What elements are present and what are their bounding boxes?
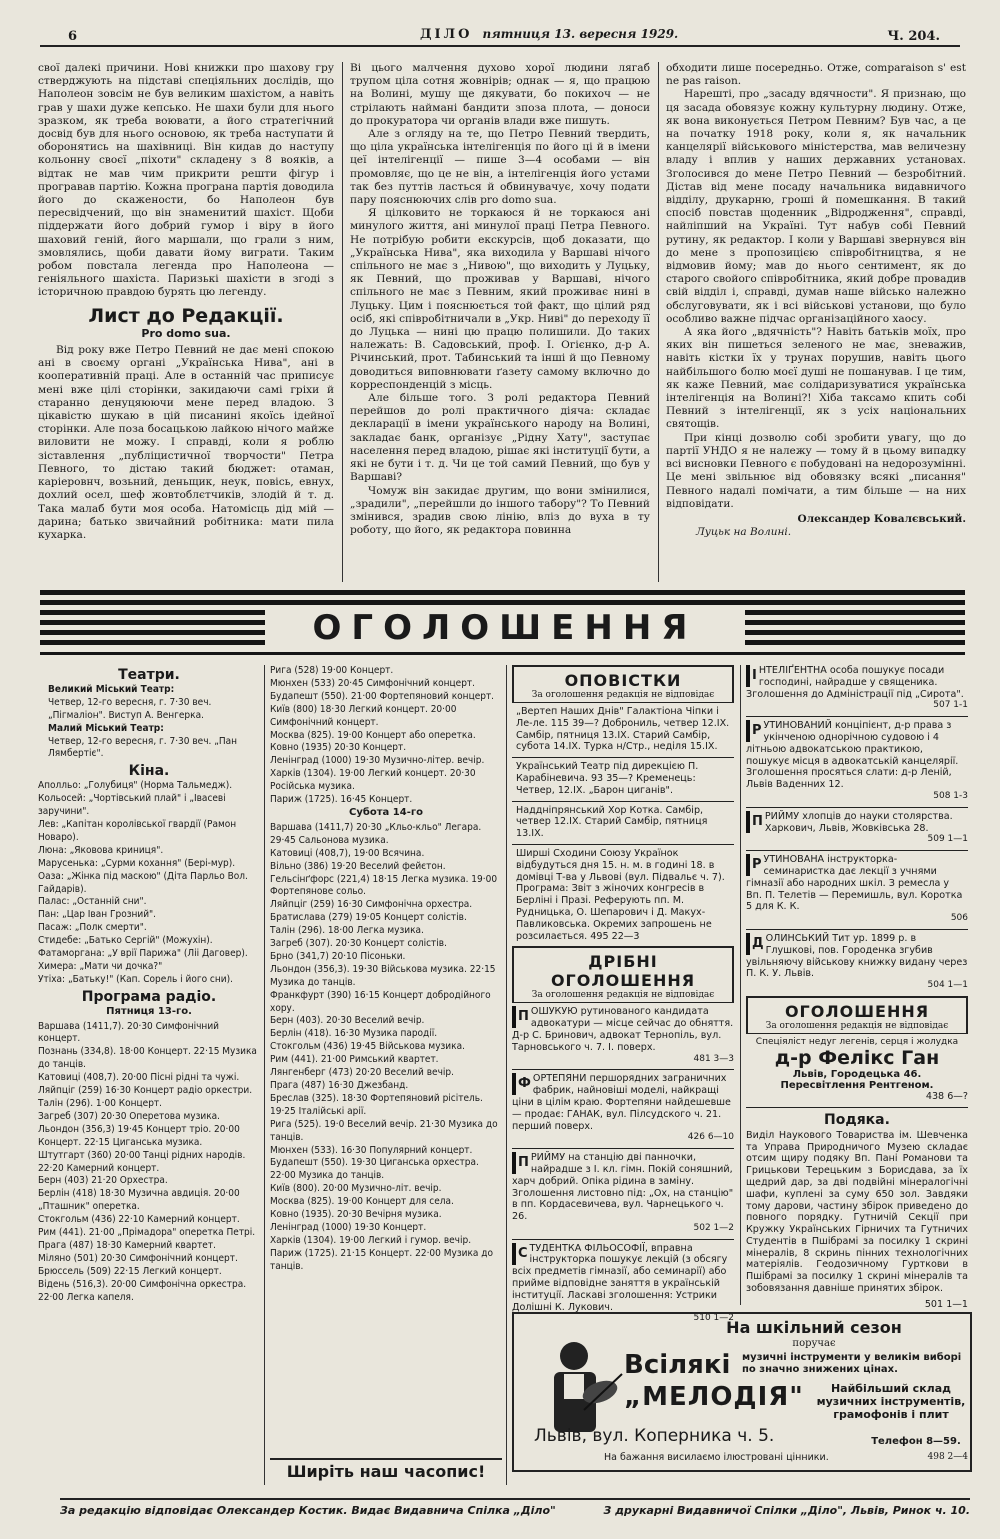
cinema-item: Кольосей: „Чортівський плай" і „Івасеві заручини". [38, 793, 226, 818]
cinema-item: Фатаморгана: „У врії Парижа" (Ліі Даговер). [38, 948, 248, 960]
drop-cap: С [512, 1243, 528, 1265]
ad-code: 426 6—10 [687, 1132, 734, 1143]
separator [512, 801, 734, 802]
melody-ad [512, 1312, 972, 1472]
ads-column-2 [270, 665, 502, 1455]
issue-date: пятниця 13. вересня 1929. [482, 27, 679, 41]
drop-cap: П [746, 811, 763, 833]
radio-item: Мюнхен (533) 20·45 Симфонічний концерт. [270, 677, 475, 689]
column-divider [658, 62, 659, 582]
radio-item: Ленінград (1000) 19·30 Концерт. [270, 1221, 427, 1233]
radio-item: Прага (487) 18·30 Камерний квартет. [38, 1239, 216, 1251]
separator [746, 1107, 968, 1108]
radio-item: Київ (800). 20·00 Музично-літ. вечір. [270, 1183, 442, 1195]
melody-phone: Телефон 8—59. [871, 1436, 961, 1447]
letter-paragraph: Ві цього малчення духово хорої людини лягаб трупом ціла сотня жовнірів; однак — я, що працюю на Волині, мушу ще дякувати, бо покихоч — не стрілають наймані бандити зпоза плота, — доноси до прокуратора чи органів влади вже пишуть. [350, 62, 650, 127]
melody-items: музичні інструменти у великім виборі по значно знижених цінах. [742, 1352, 962, 1375]
radio-item: Штутгарт (360) 20·00 Танці рідних народів. 22·20 Камерний концерт. [38, 1149, 246, 1174]
cinema-item: Пан: „Цар Іван Грозний". [38, 909, 157, 921]
letter-paragraph: Я цілковито не торкаюся й не торкаюся ані минулого життя, ані минулої праці Петра Певного. Не потрібую робити екскурсів, щоб доказати, що „Українська Нива", яка виходила у Варшаві нічого спільного не має з „Нивою", що виходить у Луцьку, як Певний, що проживав у Варшаві, нічого спільного не має з Певним, який проживає нині в Луцьку. Цим і пояснюється той факт, що цілий ряд осіб, які співробітничали в „Укр. Ниві" до переходу її до Луцька — нині цю працю полишили. До таких належать: В. Садовський, проф. І. Огієнко, д-р А. Річинський, прот. Табинський та інші й що Певному доводиться виповнювати ґазету самому включно до корреспонденцій з місць. [350, 207, 650, 391]
radio-item: Франкфурт (390) 16·15 Концерт добродійного хору. [270, 989, 491, 1014]
radio-item: Москва (825). 19·00 Концерт або оперетка. [270, 729, 476, 741]
radio-item: Париж (1725). 21·15 Концерт. 22·00 Музика до танців. [270, 1247, 493, 1272]
ad-code: 498 2—4 [927, 1452, 968, 1462]
radio-item: Берлін (418) 18·30 Музична авдиція. 20·00 „Пташник" оперетка. [38, 1188, 240, 1213]
cinema-item: Люна: „Яковова криниця". [38, 844, 164, 856]
letter-place: Луцьк на Волині. [696, 526, 792, 539]
small-ad-text: ОЛИНСЬКИЙ Тит ур. 1899 р. в Глушкові, пов. Городенка згубив увільняючу військову книжку видану через П. К. У. Львів. [746, 932, 968, 980]
radio-item: Берн (403) 21·20 Орхестра. [38, 1175, 168, 1187]
radio-item: Варшава (1411,7) 20·30 „Кльо-кльо" Легара. 29·45 Сальонова музика. [270, 821, 482, 846]
small-ad [512, 1152, 734, 1235]
radio-item: Ковно (1935) 20·30 Концерт. [270, 742, 407, 754]
doctor-name: д-р Фелікс Ган [774, 1046, 940, 1069]
small-ad-text: ТУДЕНТКА ФІЛЬОСОФІЇ, вправна інструкторка пошукує лекцій (з обсягу всіх предметів гімназії, або семинарії) або прийме відповідне заняття в українській інституції. Ласкаві зголошення: Устрики Долішні К. Лукович. [512, 1242, 728, 1313]
separator [512, 1239, 734, 1240]
radio-item: Лянгенберг (473) 20·20 Веселий вечір. [270, 1067, 454, 1079]
separator [746, 850, 968, 851]
cinema-item: Оаза: „Жінка під маскою" (Діта Парльо Вол. Гайдарів). [38, 870, 248, 895]
column-divider [740, 665, 741, 1305]
radio-item: Бреслав (325). 18·30 Фортепяновий рісітель. 19·25 Італійські арії. [270, 1092, 483, 1117]
small-ad-text: НТЕЛІҐЕНТНА особа пошукує посади господині, найрадше у священика. Зголошення до Адміністрації під „Сирота". [746, 665, 964, 700]
small-ad-text: УТИНОВАНИЙ конціпієнт, д-р права з укінченою однорічною судовою і 4 літньою адвокатською практикою, пошукує місця в адвокатській канцелярії. Зголошення просяться слати: д-р Леній, Львів Ваденних 12. [746, 720, 959, 791]
page-number: 6 [68, 29, 78, 44]
radio-item: Вільно (386) 19·20 Веселий фейєтон. [270, 860, 446, 872]
footer-printer: З друкарні Видавничої Спілки „Діло", Львів, Ринок ч. 10. [603, 1504, 970, 1517]
small-ad-text: РИЙМУ на станцію дві панночки, найрадше з І. кл. гімн. Покій соняшний, харч добрий. Опіка рідина в заміну. Зголошення листовно під: „Ох, на станцію" в пп. Кордасевичева, вул. Чарнецького ч. 26. [512, 1152, 734, 1223]
banner-stripe [40, 652, 965, 655]
radio-item: Загреб (307). 20·30 Концерт солістів. [270, 938, 447, 950]
radio-item: Москва (825). 19·00 Концерт для села. [270, 1196, 454, 1208]
letter-title: Лист до Редакції. [88, 304, 284, 327]
melody-catalog: На бажання висилаємо ілюстровані цінники. [604, 1452, 829, 1463]
notice-item: „Вертеп Наших Днів" Галактіона Чіпки і Ле-ле. 115 39—? Доброниль, четвер 12.IX. Самбір, пятниця 13.IX. Старий Самбір, субота 14.IX. Турка н/Стр., неділя 15.IX. [516, 706, 730, 753]
issue-number: Ч. 204. [887, 29, 940, 44]
page-footer [60, 1498, 970, 1517]
page-header [40, 25, 960, 47]
radio-item: Ленінград (1000) 19·30 Музично-літер. вечір. [270, 755, 485, 767]
cinema-item: Марусенька: „Сурми кохання" (Бері-мур). [38, 857, 236, 869]
notices-box [512, 665, 734, 703]
drop-cap: П [512, 1006, 529, 1028]
radio-item: Катовиці (408,7), 19·00 Всячина. [270, 847, 425, 859]
radio-item: Рим (441). 21·00 „Прімадора" оперетка Петрі. [38, 1227, 256, 1239]
ad-code: 507 1-1 [933, 700, 968, 711]
radio-item: Талін (296). 1·00 Концерт. [38, 1098, 163, 1109]
radio-day: Пятниця 13-го. [106, 1005, 192, 1017]
melody-code [518, 1452, 968, 1462]
ad-code: 506 [950, 913, 968, 924]
radio-item: Харків (1304). 19·00 Легкий і гумор. вечір. [270, 1234, 472, 1246]
spread-text: Ширіть наш часопис! [286, 1462, 486, 1481]
radio-item: Прага (487) 16·30 Джезбанд. [270, 1080, 409, 1091]
radio-heading: Програма радіо. [81, 988, 217, 1005]
small-ads-box [512, 946, 734, 1003]
cinema-item: Утіха: „Батьку!" (Кап. Сорель і його сни). [38, 973, 233, 985]
ads-box-note: За оголошення редакція не відповідає [748, 1021, 966, 1034]
theatre-name: Малий Міський Театр: [48, 722, 164, 734]
thanks-heading: Подяка. [824, 1111, 890, 1128]
doctor-address: Львів, Городецька 46. [792, 1068, 922, 1080]
spread-slogan [270, 1458, 502, 1481]
paper-name: ДІЛО [420, 27, 473, 42]
cinema-item: Палас: „Останній сни". [38, 896, 147, 908]
drop-cap: І [746, 665, 757, 687]
ad-code: 510 1—2 [693, 1313, 734, 1324]
banner-stripe [40, 600, 965, 605]
drop-cap: Р [746, 854, 762, 876]
radio-item: Будапешт (550). 19·30 Циганська орхестра. 22·00 Музика до танців. [270, 1157, 479, 1182]
melody-shop-name: „МЕЛОДІЯ" [624, 1382, 804, 1412]
notice-item: Наддніпрянський Хор Котка. Самбір, четвер 12.IX. Старий Самбір, пятниця 13.IX. [516, 804, 708, 840]
ad-code: 502 1—2 [693, 1222, 734, 1233]
radio-day: Субота 14-го [349, 806, 423, 818]
separator [512, 1148, 734, 1149]
radio-item: Брюссель (509) 22·15 Легкий концерт. [38, 1265, 222, 1277]
banner-stripe [40, 590, 965, 595]
column-2 [350, 62, 650, 582]
separator [512, 757, 734, 758]
small-ad [746, 665, 968, 712]
notices-heading: ОПОВІСТКИ [564, 671, 682, 690]
column-1 [38, 62, 334, 582]
radio-item: Міляно (501) 20·30 Симфонічний концерт. [38, 1252, 238, 1264]
melody-all: Всілякі [624, 1350, 731, 1380]
notice-item: Ширші Сходини Союзу Українок відбудуться дня 15. н. м. в годині 18. в домівці Т-ва у Львові (вул. Підвальє ч. 7). Програма: Звіт з жіночих конгресів в Берліні і Празі. Реферують пп. М. Рудницька, О. Шепарович і Д. Макух-Павликовська. Окремих запрошень не розсилається. 495 22—3 [516, 847, 725, 942]
small-ad [746, 933, 968, 992]
small-ad [512, 1073, 734, 1144]
radio-item: Гельсінґфорс (221,4) 18·15 Легка музика. 19·00 Фортепянове сольо. [270, 873, 498, 898]
radio-item: Рига (525). 19·0 Веселий вечір. 21·30 Музика до танців. [270, 1118, 498, 1143]
letter-paragraph: А яка його „вдячність"? Навіть батьків моїх, про яких він пишеться зеленого не має, зневажив, навіть кістки їх у трунах порушив, навіть цього найбільшого болю моєї душі не пошанував. І це тим, як каже Певний, має солідаризуватися українська інтелігенція на Волині?! Хіба таксамо кпить собі Певний з інтелігенції, як з усіх національних святощів. [666, 326, 966, 431]
ad-code: 504 1—1 [927, 980, 968, 991]
ads-column-3 [512, 665, 734, 1324]
small-ad-text: ОРТЕПЯНИ першорядних заграничних фабрик, найновіші моделі, найкращі ціни в цілім краю. Фортепяни найдешевше — продає: ГАНАК, вул. Пілсудского ч. 21. перший поверх. [512, 1073, 731, 1132]
radio-item: Познань (334,8). 18·00 Концерт. 22·15 Музика до танців. [38, 1046, 257, 1071]
thanks-code: 501 1—1 [924, 1298, 968, 1310]
radio-item: Рига (528) 19·00 Концерт. [270, 665, 394, 676]
radio-item: Братислава (279) 19·05 Концерт солістів. [270, 912, 467, 924]
small-ads-note: За оголошення редакція не відповідає [514, 990, 732, 1003]
letter-paragraph: Від року вже Петро Певний не дає мені спокою ані в своєму органі „Українська Нива", ані в кооперативній праці. Але в останній час приписує мені вже цілі сторінки, закидаючи самі гріхи й старанно денуцяюючи мене перед владою. З цікавістю шукаю в цій писанині якоїсь ідейної сторінки. Але поза босацькою лайкою нічого майже виловити не можу. І справді, коли я роблю зіставлення „публіцистичної творчости" Петра Певного, то дістаю такий бюджет: отаман, каріеровнч, возьний, деньщик, неук, повісь, евнух, дохлий осел, шеф жовтоблєтчиків, злодій й т. д. Така малаб бути моя особа. Натомісць дід мій — дарина; батько звичайний робітника: мати пила кухарка. [38, 344, 334, 541]
doctor-code: 438 6—? [925, 1090, 968, 1102]
ads-column-1 [38, 665, 260, 1485]
radio-item: Берлін (418). 16·30 Музика пародії. [270, 1028, 438, 1040]
cinema-item: Лев: „Капітан королівської гвардії (Рамон Новаро). [38, 818, 237, 843]
letter-paragraph: обходити лише посередньо. Отже, comparaison s' est ne pas raison. [666, 62, 966, 88]
theatre-info: Четвер, 12-го вересня, г. 7·30 веч. „Пігмаліон". Виступ А. Венгерка. [48, 696, 212, 721]
drop-cap: Р [746, 720, 762, 742]
radio-item: Льондон (356,3). 19·30 Військова музика. 22·15 Музика до танців. [270, 963, 496, 988]
theatres-heading: Театри. [118, 667, 180, 683]
cinema-item: Пасаж: „Полк смерти". [38, 922, 147, 934]
radio-item: Харків (1304). 19·00 Легкий концерт. 20·30 Російська музика. [270, 768, 476, 793]
ad-code: 509 1—1 [927, 834, 968, 845]
melody-address: Львів, вул. Коперника ч. 5. [534, 1426, 775, 1446]
radio-item: Відень (516,3). 20·00 Симфонічна оркестра. 22·00 Легка капеля. [38, 1278, 247, 1303]
radio-item: Берн (403). 20·30 Веселий вечір. [270, 1015, 425, 1027]
letter-signature: Олександер Ковалєвський. [797, 512, 966, 525]
ads-title: ОГОЛОШЕННЯ [265, 610, 745, 646]
column-divider [342, 62, 343, 582]
small-ad [746, 720, 968, 803]
cinema-item: Химера: „Мати чи дочка?" [38, 960, 163, 972]
ads-banner [40, 590, 965, 660]
small-ad-text: ОШУКУЮ рутинованого кандидата адвокатури — місце сейчас до обняття. Д-р С. Бринович, адвокат Тернопіль, вул. Тарновського ч. 7. І. поверх. [512, 1006, 734, 1053]
radio-item: Варшава (1411,7). 20·30 Симфонічний концерт. [38, 1020, 220, 1045]
radio-item: Рим (441). 21·00 Римський квартет. [270, 1054, 439, 1066]
separator [746, 716, 968, 717]
separator [746, 807, 968, 808]
doctor-extra: Пересвітлення Рентгеном. [780, 1079, 934, 1091]
radio-item: Талін (296). 18·00 Легка музика. [270, 925, 424, 937]
cinemas-heading: Кіна. [128, 763, 170, 780]
small-ads-heading: ДРІБНІ ОГОЛОШЕННЯ [550, 952, 696, 991]
drop-cap: Д [746, 933, 764, 955]
radio-item: Стокгольм (436) 19·45 Військова музика. [270, 1041, 465, 1053]
column-divider [506, 665, 507, 1485]
thanks-text: Виділ Наукового Товариства ім. Шевченка та Управа Природничого Музею складає отсим щиру подяку Вп. Пані Романови та Грицькови Терецьким з Борисдава, за їх щедрий дар, за дві подвійні мінералогічні шафи, куплені за суму 650 зол. Завдяки тому дарови, частину збірок приведено до повного порядку. Гутничій Секції при Кружку Українських Гірничих та Гутничих Студентів в Пшібрамі за посилку 1 скрині мінералів, 8 скринь пінних технологічних матеріялів. Геодозичному Гурткови в Пшібрамі за посилку 1 скрині мінералів та зобовязання давніше принятих збірок. [746, 1129, 968, 1295]
letter-paragraph: Але більше того. З ролі редактора Певний перейшов до ролі практичного діяча: складає декларації в імени українського народу на Волині, закладає банк, організує „Рідну Хату", заступає населення перед владою, рішає які інституції бути, а які не бути і т. д. Чи це той самий Певний, що був у Варшаві? [350, 392, 650, 484]
footer-editor: За редакцію відповідає Олександер Костик. Видає Видавнича Спілка „Діло" [60, 1504, 556, 1517]
drop-cap: Ф [512, 1073, 531, 1095]
melody-title: На шкільний сезон [726, 1318, 902, 1337]
small-ad [746, 811, 968, 846]
cinema-item: Стидебе: „Батько Сергій" (Можухін). [38, 935, 213, 947]
drop-cap: П [512, 1152, 529, 1174]
small-ad-text: УТИНОВАНА інструкторка-семинаристка дає лекції з учнями гімназії або народних шкіл. З ремесла у Вп. П. Телетів — Перемишль, вул. Коротка 5 для К. К. [746, 854, 963, 913]
ad-code: 481 3—3 [693, 1053, 734, 1064]
melody-subtitle: поручає [792, 1338, 836, 1349]
letter-subtitle: Pro domo sua. [141, 326, 231, 340]
letter-paragraph: Чомуж він закидає другим, що вони змінилися, „зрадили", „перейшли до іншого табору"? То Певний змінився, зрадив свою лінію, вліз до вуха в ту роботу, що його, як редактора повинна [350, 484, 650, 537]
radio-item: Мюнхен (533). 16·30 Популярний концерт. [270, 1144, 473, 1156]
small-ad-text: РИЙМУ хлопців до науки столярства. Харкович, Львів, Жовківська 28. [764, 810, 953, 834]
separator [746, 929, 968, 930]
radio-item: Льондон (356,3) 19·45 Концерт тріо. 20·00 Концерт. 22·15 Циганська музика. [38, 1123, 240, 1148]
separator [512, 1069, 734, 1070]
notice-item: Український Театр під дирекцією П. Карабіневича. 93 35—? Кременець: Четвер, 12.IX. „Барон циганів". [516, 761, 699, 796]
melody-biggest: Найбільший склад музичних інструментів, грамофонів і плит [816, 1382, 966, 1421]
radio-item: Будапешт (550). 21·00 Фортепяновий концерт. [270, 690, 495, 702]
letter-paragraph: Нарешті, про „засаду вдячности". Я признаю, що ця засада обовязує кожну культурну людину. Отже, як вона виконується Петром Певним? Був час, а це на початку 1918 року, коли я, як начальник канцелярії військового міністерства, мав величезну владу і вплив у наших державних установах. Зголосився до мене Петро Певний — безробітний. Дістав від мене посаду начальника видавничого відділу, друкарню, гроші й помешкання. В такий спосіб повстав щоденник „Відродження", справді, найліпший на Україні. Тут набув собі Певний рутину, як редактор. І коли у Варшаві звернувся він до мене з пропозицією співробітництва, я не відмовив йому; мав до нього сентимент, як до старого свойого співробітника, який добре провадив свій відділ і, справді, думав наше військо належно обслуговувати, як і всі військові установи, що було особливо важне підчас організаційного хаосу. [666, 88, 966, 325]
cinema-item: Аполльо: „Голубиця" (Норма Тальмедж). [38, 780, 233, 792]
small-ad [512, 1006, 734, 1065]
notices-note: За оголошення редакція не відповідає [514, 690, 732, 703]
article-continuation: свої далекі причини. Нові книжки про шахову гру стверджують на підставі спеціяльних дослідів, що Наполеон зовсім не був великим шахістом, а навіть грав у шахи дуже кепсько. Не шахи були для нього зразком, як треба воювати, а його стратегічний досвід був для нього основою, як треба наступати й оборонятись на шахівниці. Він кидав до наступу кольонну своєї „піхоти" складену з 8 вояків, а відтак не мав чим прикрити решти фігур і програвав партію. Кожна програна партія доводила його до скажености, бо Наполеон був пересвідчений, що він знаменитий шахіст. Щоби піддержати його добрий гумор і віру в його шаховий геній, його маршали, що грали з ним, змовлялись, щоби давати йому виграти. Таким робом повстала легенда про Наполеона — геніяльного шахіста. Паризькі шахісти в згоді з історичною правдою бурять цю легенду. [38, 62, 334, 299]
column-3 [666, 62, 966, 582]
letter-paragraph: При кінці дозволю собі зробити увагу, що до партії УНДО я не належу — тому й в цьому випадку всі висновки Певного є побудовані на недорозумінні. Це мені звільнює від обовязку всякі „писання" Певного надалі помічати, а тим більше — на них відповідати. [666, 431, 966, 510]
theatre-info: Четвер, 12-го вересня, г. 7·30 веч. „Пан Лямбертіє". [48, 735, 238, 760]
radio-item: Київ (800) 18·30 Легкий концерт. 20·00 Симфонічний концерт. [270, 703, 457, 728]
doctor-specialty: Спеціяліст недуг легенів, серця і жолудка [755, 1036, 959, 1047]
radio-item: Ковно (1935). 20·30 Вечірня музика. [270, 1209, 442, 1221]
ads-box-heading: ОГОЛОШЕННЯ [784, 1001, 930, 1021]
radio-item: Катовиці (408,7). 20·00 Пісні рідні та чужі. [38, 1072, 240, 1084]
radio-item: Стокгольм (436) 22·10 Камерний концерт. [38, 1214, 240, 1226]
ads-box [746, 996, 968, 1034]
ad-code: 508 1-3 [933, 790, 968, 801]
radio-item: Брно (341,7) 20·10 Пісоньки. [270, 950, 406, 962]
masthead [420, 27, 678, 42]
column-divider [264, 665, 265, 1485]
small-ad [746, 854, 968, 925]
ads-column-4 [746, 665, 968, 1310]
letter-paragraph: Але з огляду на те, що Петро Певний твердить, що ціла українська інтелігенція по його ці й в імени цеї інтелігенції — пише 3—4 особами — він промовляє, що це не він, а інтелігенція його устами так без путтів ласться й обвинувачує, хочу подати пару пояснюючих слів pro domo sua. [350, 128, 650, 207]
radio-item: Ляйпціг (259) 16·30 Симфонічна орхестра. [270, 899, 473, 911]
theatre-name: Великий Міський Театр: [48, 683, 175, 695]
radio-item: Париж (1725). 16·45 Концерт. [270, 794, 413, 806]
radio-item: Ляйпціг (259) 16·30 Концерт радіо оркестри. [38, 1085, 253, 1097]
separator [512, 844, 734, 845]
radio-item: Загреб (307) 20·30 Оперетова музика. [38, 1110, 221, 1122]
